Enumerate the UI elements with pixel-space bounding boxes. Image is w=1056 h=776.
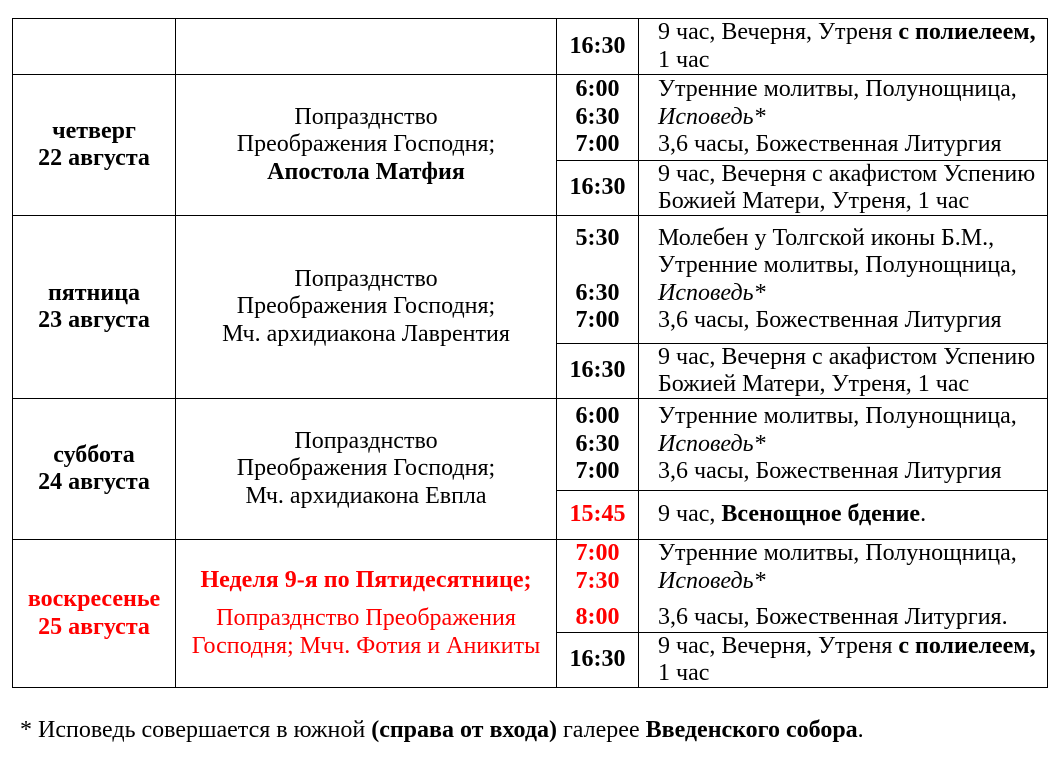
service-line: 3,6 часы, Божественная Литургия bbox=[658, 458, 1002, 485]
service-time: 6:00 bbox=[575, 76, 620, 103]
service-time: 7:00 bbox=[575, 307, 620, 333]
service-text-bold: с полиелеем bbox=[898, 633, 1030, 659]
footnote bbox=[20, 717, 864, 745]
service-text-bold: с полиелеем bbox=[898, 19, 1030, 45]
date: 22 августа bbox=[38, 145, 150, 171]
feast-line: Попразднство bbox=[294, 103, 438, 130]
time-cell-evening bbox=[557, 344, 638, 398]
time-cell-morning bbox=[557, 216, 638, 343]
service-time: 7:00 bbox=[575, 131, 620, 158]
service-line: Божией Матери, Утреня, 1 час bbox=[658, 371, 970, 397]
service-time: 5:30 bbox=[575, 224, 620, 251]
service-time-highlight: 8:00 bbox=[575, 604, 620, 631]
feast-line: Преображения Господня; bbox=[236, 293, 496, 320]
confession-line bbox=[658, 104, 766, 132]
feast-line: Попразднство Преображения bbox=[216, 605, 516, 632]
services-cell-evening bbox=[639, 491, 1047, 539]
services-cell-evening bbox=[639, 161, 1047, 215]
services-cell-morning bbox=[639, 540, 1047, 632]
service-time: 16:30 bbox=[569, 32, 626, 59]
sunday-title: Неделя 9-я по Пятидесятнице; bbox=[200, 566, 532, 593]
confession-text: Исповедь* bbox=[658, 567, 766, 594]
service-time: 6:30 bbox=[575, 103, 620, 130]
schedule-table bbox=[12, 18, 1048, 688]
services-cell-morning bbox=[639, 75, 1047, 160]
service-text: 9 час, bbox=[658, 501, 722, 528]
service-line: 1 час bbox=[658, 660, 710, 686]
services-cell-evening bbox=[639, 344, 1047, 398]
service-text-bold: Всенощное бдение bbox=[721, 501, 921, 528]
service-line: Утренние молитвы, Полунощница, bbox=[658, 540, 1017, 567]
services-cell-evening bbox=[639, 633, 1047, 687]
weekday: пятница bbox=[47, 279, 141, 306]
feast-cell-friday bbox=[176, 216, 556, 398]
service-line: 9 час, Вечерня с акафистом Успению bbox=[658, 161, 1036, 187]
service-time: 16:30 bbox=[569, 646, 626, 673]
service-text: 9 час, Вечерня, Утреня bbox=[658, 633, 899, 659]
service-text: 9 час, Вечерня, Утреня bbox=[658, 19, 899, 45]
confession-text: Исповедь* bbox=[658, 103, 766, 130]
service-line: 9 час, Вечерня с акафистом Успению bbox=[658, 344, 1036, 370]
service-line bbox=[658, 19, 1036, 47]
service-line bbox=[658, 501, 926, 529]
service-line: 3,6 часы, Божественная Литургия bbox=[658, 307, 1002, 333]
service-line: 3,6 часы, Божественная Литургия bbox=[658, 131, 1002, 158]
day-cell-empty bbox=[13, 19, 175, 74]
service-time: 7:00 bbox=[575, 458, 620, 485]
date: 25 августа bbox=[38, 613, 150, 640]
time-cell-morning bbox=[557, 399, 638, 490]
confession-text: Исповедь* bbox=[658, 430, 766, 457]
footnote-text: галерее bbox=[556, 717, 646, 743]
date: 24 августа bbox=[38, 469, 150, 495]
confession-line bbox=[658, 431, 766, 459]
day-cell-saturday bbox=[13, 399, 175, 539]
feast-line-bold bbox=[201, 567, 532, 595]
date: 23 августа bbox=[38, 307, 150, 333]
service-line bbox=[658, 633, 1036, 660]
service-time-highlight: 15:45 bbox=[569, 501, 626, 528]
confession-line bbox=[658, 280, 766, 308]
saint-name: Апостола Матфия bbox=[267, 158, 465, 185]
footnote-text-bold: Введенского собора bbox=[645, 717, 858, 743]
feast-cell-sunday bbox=[176, 540, 556, 687]
time-cell-morning bbox=[557, 75, 638, 160]
feast-line: Господня; Мчч. Фотия и Аникиты bbox=[191, 632, 541, 659]
service-line: Утренние молитвы, Полунощница, bbox=[658, 252, 1017, 278]
time-cell-morning bbox=[557, 540, 638, 632]
service-time-highlight: 7:00 bbox=[575, 540, 620, 567]
service-line: Утренние молитвы, Полунощница, bbox=[658, 403, 1017, 430]
service-time: 16:30 bbox=[569, 174, 626, 201]
footnote-text: * Исповедь совершается в южной bbox=[20, 717, 372, 743]
service-time: 6:00 bbox=[575, 403, 620, 430]
confession-line bbox=[658, 568, 766, 596]
service-text-bold: , bbox=[1029, 633, 1036, 659]
service-time: 16:30 bbox=[569, 357, 626, 384]
services-cell-continuation bbox=[639, 19, 1047, 74]
feast-line: Мч. архидиакона Лаврентия bbox=[222, 320, 510, 347]
service-line: Божией Матери, Утреня, 1 час bbox=[658, 188, 970, 214]
feast-line-bold bbox=[267, 159, 465, 187]
footnote-text-bold: (справа от входа) bbox=[371, 717, 557, 743]
weekday: суббота bbox=[53, 441, 135, 468]
feast-cell-thursday bbox=[176, 75, 556, 215]
time-cell-evening bbox=[557, 491, 638, 539]
services-cell-morning bbox=[639, 399, 1047, 490]
day-cell-thursday bbox=[13, 75, 175, 215]
service-line: Молебен у Толгской иконы Б.М., bbox=[658, 224, 995, 251]
feast-cell-saturday bbox=[176, 399, 556, 539]
time-cell-continuation bbox=[557, 19, 638, 74]
service-line: 3,6 часы, Божественная Литургия. bbox=[658, 604, 1008, 631]
service-line: 1 час bbox=[658, 46, 710, 73]
feast-line: Преображения Господня; bbox=[236, 131, 496, 158]
footnote-text: . bbox=[857, 717, 864, 743]
time-cell-evening bbox=[557, 633, 638, 687]
day-cell-sunday bbox=[13, 540, 175, 687]
service-text-bold: , bbox=[1029, 19, 1036, 45]
day-cell-friday bbox=[13, 216, 175, 398]
weekday: воскресенье bbox=[27, 586, 161, 612]
weekday: четверг bbox=[52, 117, 136, 144]
service-line: Утренние молитвы, Полунощница, bbox=[658, 76, 1017, 103]
service-time-highlight: 7:30 bbox=[575, 567, 620, 594]
feast-cell-empty bbox=[176, 19, 556, 74]
feast-line: Мч. архидиакона Евпла bbox=[245, 482, 487, 509]
feast-line: Попразднство bbox=[294, 265, 438, 292]
feast-line: Попразднство bbox=[294, 427, 438, 454]
services-cell-morning bbox=[639, 216, 1047, 343]
time-cell-evening bbox=[557, 161, 638, 215]
feast-line: Преображения Господня; bbox=[236, 455, 496, 482]
service-time: 6:30 bbox=[575, 430, 620, 457]
confession-text: Исповедь* bbox=[658, 279, 766, 306]
service-time: 6:30 bbox=[575, 279, 620, 306]
service-text: . bbox=[920, 501, 927, 528]
